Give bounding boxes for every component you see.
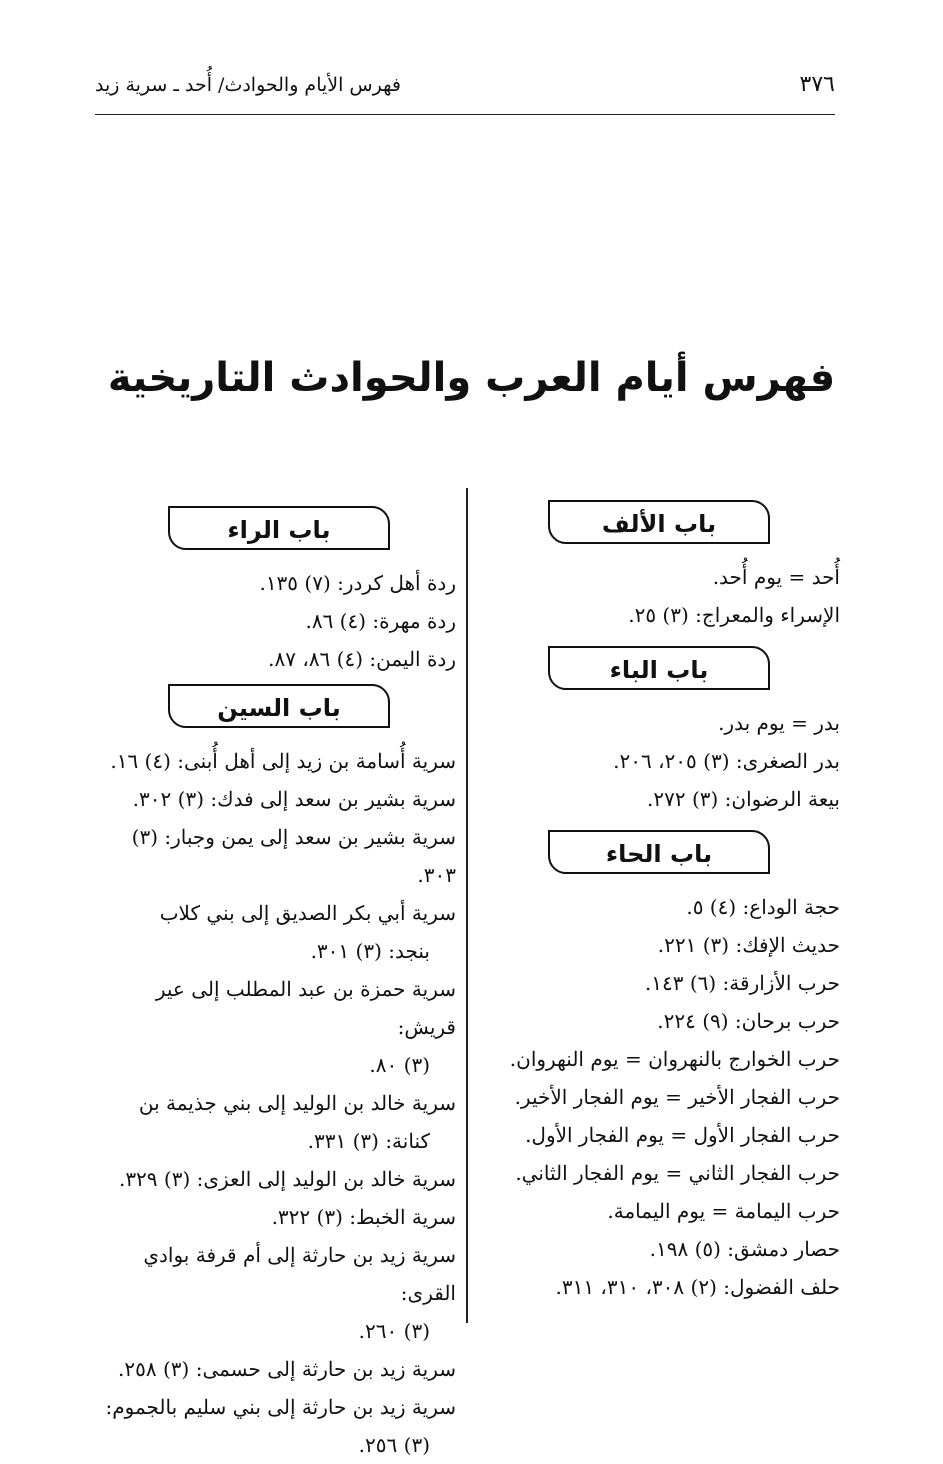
section-heading-ra: باب الراء <box>168 506 390 550</box>
index-entry: ردة أهل كردر: (٧) ١٣٥. <box>259 571 456 595</box>
index-entry: سرية بشير بن سعد إلى فدك: (٣) ٣٠٢. <box>132 787 456 811</box>
column-divider <box>466 488 468 1323</box>
index-entry: حرب الفجار الأول = يوم الفجار الأول. <box>525 1123 840 1147</box>
left-column <box>98 500 456 1464</box>
right-column <box>500 494 840 1306</box>
index-entry: حجة الوداع: (٤) ٥. <box>686 895 840 919</box>
entry-line: سرية حمزة بن عبد المطلب إلى عير قريش: <box>155 977 456 1039</box>
index-entry: حرب برحان: (٩) ٢٢٤. <box>657 1009 840 1033</box>
index-entry: حرب الخوارج بالنهروان = يوم النهروان. <box>509 1047 840 1071</box>
page-title: فهرس أيام العرب والحوادث التاريخية <box>107 355 836 401</box>
section-heading-alif: باب الألف <box>548 500 770 544</box>
index-entry: سرية الخبط: (٣) ٣٢٢. <box>271 1205 456 1229</box>
entry-continuation: (٣) ٨٠. <box>369 1053 430 1077</box>
entry-continuation: كنانة: (٣) ٣٣١. <box>307 1129 430 1153</box>
entry-line: سرية خالد بن الوليد إلى بني جذيمة بن <box>138 1091 456 1115</box>
index-entry: ردة اليمن: (٤) ٨٦، ٨٧. <box>268 647 456 671</box>
index-entry <box>98 1236 456 1350</box>
index-entry: بيعة الرضوان: (٣) ٢٧٢. <box>647 787 840 811</box>
index-entry: ردة مهرة: (٤) ٨٦. <box>305 609 456 633</box>
index-entry: بدر الصغرى: (٣) ٢٠٥، ٢٠٦. <box>613 749 840 773</box>
index-entry: بدر = يوم بدر. <box>718 711 840 735</box>
index-entry: سرية أُسامة بن زيد إلى أهل أُبنى: (٤) ١٦. <box>110 749 456 773</box>
index-entry <box>98 1084 456 1160</box>
index-entry: سرية خالد بن الوليد إلى العزى: (٣) ٣٢٩. <box>118 1167 456 1191</box>
index-entry: حصار دمشق: (٥) ١٩٨. <box>649 1237 840 1261</box>
entry-line: سرية أبي بكر الصديق إلى بني كلاب <box>159 901 456 925</box>
page-header <box>95 70 835 115</box>
entry-line: سرية زيد بن حارثة إلى بني سليم بالجموم: <box>105 1395 456 1419</box>
index-entry: سرية زيد بن حارثة إلى حسمى: (٣) ٢٥٨. <box>118 1357 456 1381</box>
index-entry: حرب اليمامة = يوم اليمامة. <box>607 1199 840 1223</box>
entry-continuation: بنجد: (٣) ٣٠١. <box>310 939 430 963</box>
section-heading-sin: باب السين <box>168 684 390 728</box>
index-entry: حرب الفجار الثاني = يوم الفجار الثاني. <box>515 1161 840 1185</box>
page-number: ٣٧٦ <box>799 72 835 97</box>
index-entry: حلف الفضول: (٢) ٣٠٨، ٣١٠، ٣١١. <box>555 1275 840 1299</box>
entry-continuation: (٣) ٢٥٦. <box>358 1433 430 1457</box>
section-heading-ha: باب الحاء <box>548 830 770 874</box>
index-entry: حرب الأزارقة: (٦) ١٤٣. <box>644 971 840 995</box>
section-heading-ba: باب الباء <box>548 646 770 690</box>
running-title: فهرس الأيام والحوادث/ أُحد ـ سرية زيد <box>95 74 401 96</box>
index-entry: سرية بشير بن سعد إلى يمن وجبار: (٣) ٣٠٣. <box>131 825 456 887</box>
index-entry: حديث الإفك: (٣) ٢٢١. <box>657 933 840 957</box>
index-entry <box>98 970 456 1084</box>
index-entry: الإسراء والمعراج: (٣) ٢٥. <box>628 603 840 627</box>
entry-continuation: (٣) ٢٦٠. <box>358 1319 430 1343</box>
entry-line: سرية زيد بن حارثة إلى أم قرفة بوادي القرى: <box>143 1243 456 1305</box>
index-entry <box>98 1388 456 1464</box>
index-entry: حرب الفجار الأخير = يوم الفجار الأخير. <box>514 1085 840 1109</box>
index-entry <box>98 894 456 970</box>
index-entry: أُحد = يوم أُحد. <box>712 565 840 589</box>
